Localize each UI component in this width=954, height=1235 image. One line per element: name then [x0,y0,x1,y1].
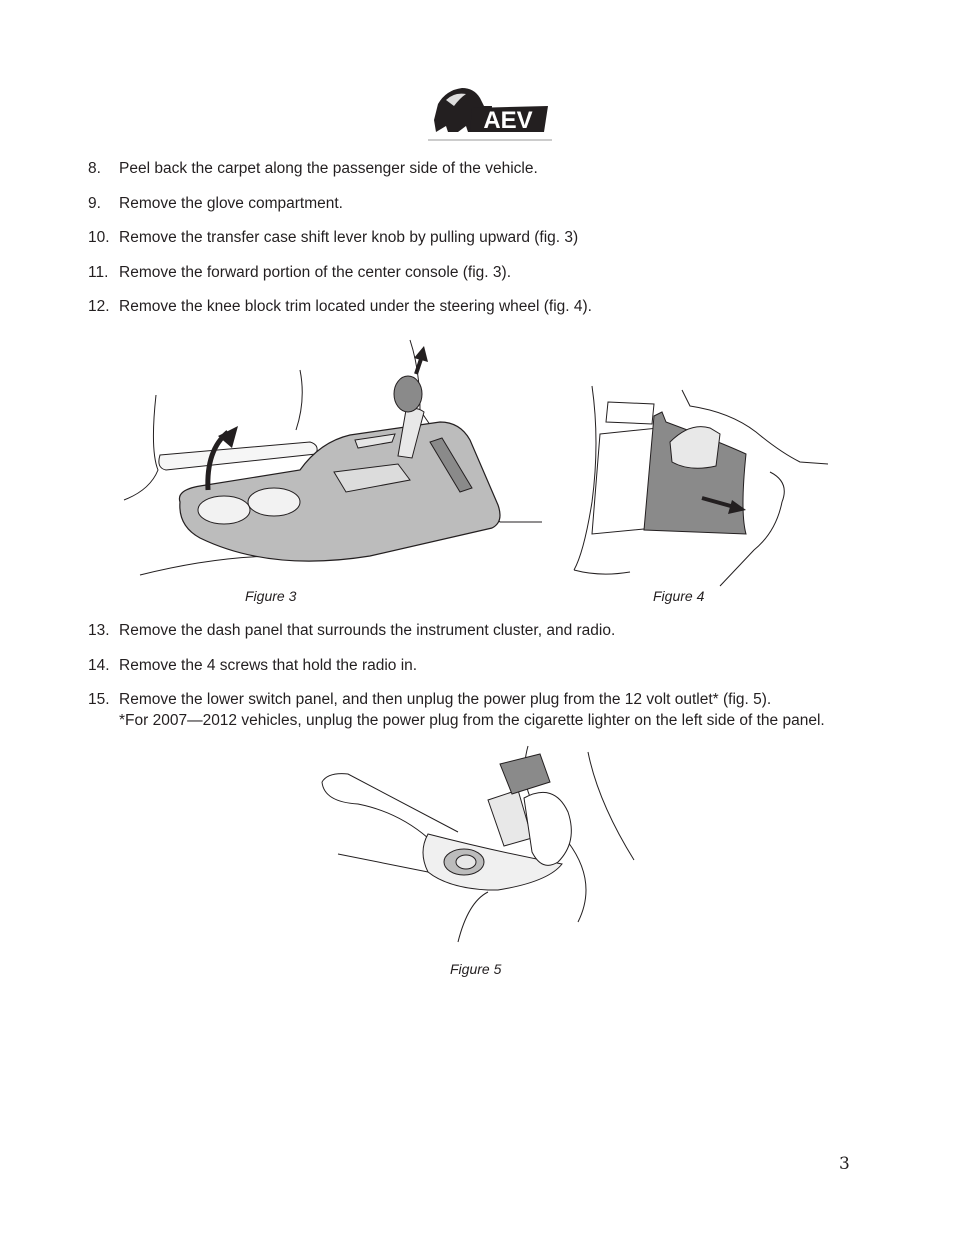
aev-logo [428,82,552,144]
steps-list-a [88,158,888,331]
step-item [88,227,888,248]
step-note: *For 2007—2012 vehicles, unplug the power plug from the cigarette lighter on the left side of the panel. [119,712,825,729]
step-item [88,158,888,179]
step-number: 9. [88,194,101,212]
step-number: 12. [88,298,110,315]
step-number: 11. [88,263,109,281]
figure-4-illustration [570,382,832,587]
step-number: 8. [88,160,101,177]
step-item [88,296,888,317]
figure-5-caption: Figure 5 [450,961,502,977]
step-item [88,689,888,731]
step-number: 14. [88,656,110,674]
step-text: Remove the dash panel that surrounds the instrument cluster, and radio. [119,622,616,639]
step-item [88,655,888,676]
page-number: 3 [839,1154,850,1174]
steps-list-b [88,620,888,745]
figure-3-illustration [120,330,550,585]
figure-4-caption: Figure 4 [653,588,705,604]
step-text: Remove the 4 screws that hold the radio in. [119,656,418,674]
step-number: 10. [88,229,110,246]
step-text: Remove the lower switch panel, and then unplug the power plug from the 12 volt outlet* (fig. 5). [119,691,772,708]
step-item [88,193,888,214]
step-item [88,262,888,283]
step-text: Remove the transfer case shift lever knob by pulling upward (fig. 3) [119,229,579,246]
step-text: Peel back the carpet along the passenger side of the vehicle. [119,160,538,177]
figure-5-illustration [318,742,640,957]
step-text: Remove the forward portion of the center console (fig. 3). [119,263,512,281]
step-text: Remove the knee block trim located under the steering wheel (fig. 4). [119,298,592,315]
step-number: 15. [88,691,110,708]
step-number: 13. [88,622,110,639]
step-item [88,620,888,641]
logo-text: AEV [483,107,533,134]
figure-3-caption: Figure 3 [245,588,297,604]
step-text: Remove the glove compartment. [119,194,343,212]
